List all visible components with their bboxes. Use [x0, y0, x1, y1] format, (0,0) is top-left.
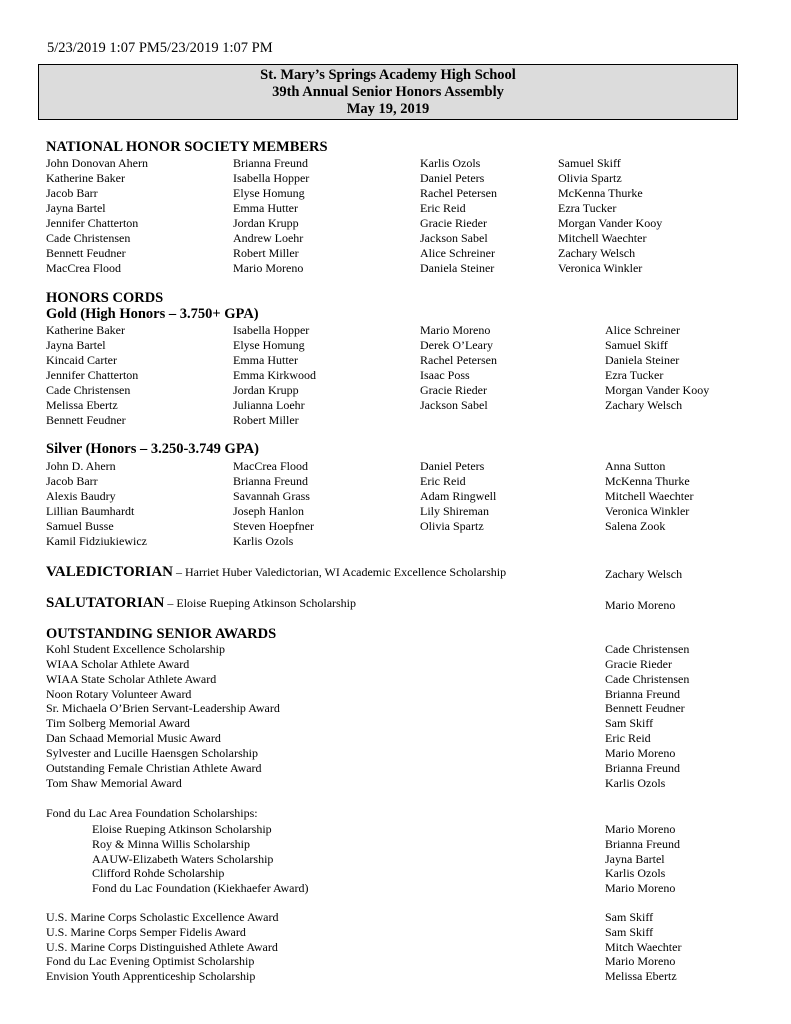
- outstanding-award-name: WIAA State Scholar Athlete Award: [46, 671, 217, 686]
- gold-member-name: Daniela Steiner: [605, 353, 680, 367]
- nhs-member-name: Brianna Freund: [233, 156, 308, 170]
- foundation-award-name: Clifford Rohde Scholarship: [92, 866, 225, 881]
- gold-member-column: [420, 323, 497, 413]
- nhs-member-name: Jackson Sabel: [420, 231, 488, 245]
- other-recipient: Sam Skiff: [605, 910, 654, 924]
- silver-member-name: Savannah Grass: [233, 489, 310, 503]
- outstanding-award-name: Tom Shaw Memorial Award: [46, 775, 182, 790]
- foundation-recipient: Brianna Freund: [605, 836, 680, 851]
- nhs-member-column: [558, 156, 662, 276]
- outstanding-heading: OUTSTANDING SENIOR AWARDS: [46, 626, 277, 642]
- gold-member-name: Rachel Petersen: [420, 353, 497, 367]
- gold-member-column: [605, 323, 709, 413]
- other-award-name: U.S. Marine Corps Distinguished Athlete Award: [46, 939, 278, 954]
- other-recipient: Sam Skiff: [605, 924, 654, 939]
- gold-member-name: Emma Kirkwood: [233, 368, 316, 382]
- silver-heading: Silver (Honors – 3.250-3.749 GPA): [46, 441, 259, 457]
- other-recipient: Mario Moreno: [605, 954, 676, 969]
- silver-member-name: Lillian Baumhardt: [46, 504, 135, 518]
- valedictorian-recipient: Zachary Welsch: [605, 567, 683, 581]
- silver-member-name: Eric Reid: [420, 474, 466, 488]
- outstanding-recipient: Gracie Rieder: [605, 656, 672, 671]
- silver-member-name: McKenna Thurke: [605, 474, 690, 488]
- foundation-award-name: Eloise Rueping Atkinson Scholarship: [92, 822, 272, 836]
- silver-member-name: Daniel Peters: [420, 459, 485, 473]
- gold-member-column: [233, 323, 316, 428]
- nhs-member-name: Veronica Winkler: [558, 261, 643, 275]
- gold-heading: Gold (High Honors – 3.750+ GPA): [46, 306, 259, 322]
- nhs-member-name: Alice Schreiner: [420, 246, 495, 260]
- outstanding-recipient: Sam Skiff: [605, 716, 654, 731]
- nhs-member-name: Gracie Rieder: [420, 216, 487, 230]
- gold-member-name: Ezra Tucker: [605, 368, 664, 382]
- valedictorian-title: VALEDICTORIAN: [46, 564, 173, 580]
- nhs-member-name: Jennifer Chatterton: [46, 216, 139, 230]
- nhs-member-name: Mitchell Waechter: [558, 231, 647, 245]
- honors-cords-heading: HONORS CORDS: [46, 290, 164, 306]
- nhs-member-name: Rachel Petersen: [420, 186, 497, 200]
- foundation-award-name: AAUW-Elizabeth Waters Scholarship: [92, 851, 274, 866]
- silver-member-name: Adam Ringwell: [420, 489, 497, 503]
- other-award-name: Fond du Lac Evening Optimist Scholarship: [46, 954, 255, 969]
- other-award-name: U.S. Marine Corps Scholastic Excellence Award: [46, 910, 279, 924]
- foundation-award-name: Fond du Lac Foundation (Kiekhaefer Award): [92, 881, 309, 896]
- nhs-member-name: Elyse Homung: [233, 186, 305, 200]
- valedictorian-award: – Harriet Huber Valedictorian, WI Academic Excellence Scholarship: [172, 565, 507, 579]
- gold-member-name: Katherine Baker: [46, 323, 125, 337]
- gold-member-column: [46, 323, 138, 428]
- nhs-member-name: MacCrea Flood: [46, 261, 121, 275]
- nhs-member-name: Olivia Spartz: [558, 171, 622, 185]
- nhs-member-name: John Donovan Ahern: [46, 156, 148, 170]
- nhs-member-name: Eric Reid: [420, 201, 466, 215]
- foundation-heading: Fond du Lac Area Foundation Scholarships:: [46, 806, 258, 820]
- nhs-member-name: Isabella Hopper: [233, 171, 310, 185]
- nhs-member-name: Jayna Bartel: [46, 201, 106, 215]
- outstanding-award-name: Dan Schaad Memorial Music Award: [46, 731, 221, 746]
- outstanding-recipient: Karlis Ozols: [605, 775, 666, 790]
- foundation-recipient: Jayna Bartel: [605, 851, 665, 866]
- silver-member-name: Samuel Busse: [46, 519, 114, 533]
- nhs-member-name: Robert Miller: [233, 246, 299, 260]
- silver-member-name: Salena Zook: [605, 519, 666, 533]
- nhs-member-name: Bennett Feudner: [46, 246, 126, 260]
- gold-member-name: Isabella Hopper: [233, 323, 310, 337]
- salutatorian-award: – Eloise Rueping Atkinson Scholarship: [164, 596, 357, 610]
- salutatorian-recipient: Mario Moreno: [605, 598, 676, 612]
- nhs-member-name: Jordan Krupp: [233, 216, 299, 230]
- outstanding-recipient: Cade Christensen: [605, 642, 690, 656]
- outstanding-award-name: Sr. Michaela O’Brien Servant-Leadership Award: [46, 701, 280, 716]
- outstanding-award-name: Outstanding Female Christian Athlete Award: [46, 760, 262, 775]
- gold-member-name: Zachary Welsch: [605, 398, 683, 412]
- silver-member-column: [605, 459, 693, 534]
- other-recipient: Mitch Waechter: [605, 939, 682, 954]
- gold-member-name: Morgan Vander Kooy: [605, 383, 710, 397]
- outstanding-recipient: Brianna Freund: [605, 760, 680, 775]
- outstanding-recipient: Bennett Feudner: [605, 701, 685, 716]
- silver-member-name: Veronica Winkler: [605, 504, 690, 518]
- silver-member-name: Anna Sutton: [605, 459, 666, 473]
- gold-member-name: Mario Moreno: [420, 323, 491, 337]
- nhs-member-name: Mario Moreno: [233, 261, 304, 275]
- nhs-member-name: Andrew Loehr: [233, 231, 304, 245]
- other-award-name: Envision Youth Apprenticeship Scholarship: [46, 969, 256, 984]
- event-title: 39th Annual Senior Honors Assembly: [272, 84, 504, 100]
- print-datestamp: 5/23/2019 1:07 PM5/23/2019 1:07 PM: [47, 40, 273, 56]
- outstanding-award-name: WIAA Scholar Athlete Award: [46, 656, 190, 671]
- gold-member-name: Jayna Bartel: [46, 338, 106, 352]
- outstanding-award-name: Sylvester and Lucille Haensgen Scholarship: [46, 745, 258, 760]
- gold-member-name: Isaac Poss: [420, 368, 470, 382]
- gold-member-name: Emma Hutter: [233, 353, 298, 367]
- silver-member-name: Alexis Baudry: [46, 489, 116, 503]
- silver-member-name: Jacob Barr: [46, 474, 98, 488]
- silver-member-name: Joseph Hanlon: [233, 504, 304, 518]
- gold-member-name: Kincaid Carter: [46, 353, 117, 367]
- outstanding-recipient: Eric Reid: [605, 731, 651, 746]
- gold-member-name: Jordan Krupp: [233, 383, 299, 397]
- gold-member-name: Robert Miller: [233, 413, 299, 427]
- nhs-member-name: Emma Hutter: [233, 201, 298, 215]
- gold-member-name: Jackson Sabel: [420, 398, 488, 412]
- valedictorian-line: [46, 564, 506, 581]
- gold-member-name: Julianna Loehr: [233, 398, 305, 412]
- foundation-award-name: Roy & Minna Willis Scholarship: [92, 836, 250, 851]
- silver-member-name: Olivia Spartz: [420, 519, 484, 533]
- nhs-member-name: McKenna Thurke: [558, 186, 643, 200]
- outstanding-award-name: Kohl Student Excellence Scholarship: [46, 642, 225, 656]
- foundation-recipient: Mario Moreno: [605, 822, 676, 836]
- gold-member-name: Cade Christensen: [46, 383, 131, 397]
- nhs-member-column: [46, 156, 148, 276]
- outstanding-recipient: Brianna Freund: [605, 686, 680, 701]
- foundation-recipient: Karlis Ozols: [605, 866, 666, 881]
- nhs-member-column: [233, 156, 309, 276]
- gold-member-name: Melissa Ebertz: [46, 398, 118, 412]
- gold-member-name: Samuel Skiff: [605, 338, 668, 352]
- school-name: St. Mary’s Springs Academy High School: [260, 67, 516, 83]
- foundation-recipient: Mario Moreno: [605, 881, 676, 896]
- nhs-member-name: Samuel Skiff: [558, 156, 621, 170]
- nhs-member-name: Karlis Ozols: [420, 156, 481, 170]
- event-date: May 19, 2019: [346, 101, 430, 117]
- nhs-member-name: Daniela Steiner: [420, 261, 495, 275]
- nhs-heading: NATIONAL HONOR SOCIETY MEMBERS: [46, 139, 328, 155]
- silver-member-name: Brianna Freund: [233, 474, 308, 488]
- gold-member-name: Derek O’Leary: [420, 338, 493, 352]
- silver-member-name: John D. Ahern: [46, 459, 116, 473]
- gold-member-name: Elyse Homung: [233, 338, 305, 352]
- nhs-member-column: [420, 156, 497, 276]
- silver-member-name: Steven Hoepfner: [233, 519, 314, 533]
- outstanding-award-name: Noon Rotary Volunteer Award: [46, 686, 192, 701]
- nhs-member-name: Jacob Barr: [46, 186, 98, 200]
- other-award-name: U.S. Marine Corps Semper Fidelis Award: [46, 924, 246, 939]
- nhs-member-name: Cade Christensen: [46, 231, 131, 245]
- outstanding-award-name: Tim Solberg Memorial Award: [46, 716, 190, 731]
- gold-member-name: Jennifer Chatterton: [46, 368, 139, 382]
- silver-member-name: Kamil Fidziukiewicz: [46, 534, 147, 548]
- nhs-member-name: Daniel Peters: [420, 171, 485, 185]
- nhs-member-name: Zachary Welsch: [558, 246, 636, 260]
- title-box: [38, 64, 738, 120]
- silver-member-column: [420, 459, 496, 534]
- gold-member-name: Alice Schreiner: [605, 323, 680, 337]
- salutatorian-line: [46, 595, 356, 612]
- silver-member-column: [233, 459, 314, 549]
- silver-member-name: Lily Shireman: [420, 504, 489, 518]
- outstanding-recipient: Mario Moreno: [605, 745, 676, 760]
- nhs-member-name: Morgan Vander Kooy: [558, 216, 663, 230]
- nhs-member-name: Ezra Tucker: [558, 201, 617, 215]
- nhs-member-name: Katherine Baker: [46, 171, 125, 185]
- gold-member-name: Bennett Feudner: [46, 413, 126, 427]
- gold-member-name: Gracie Rieder: [420, 383, 487, 397]
- silver-member-name: MacCrea Flood: [233, 459, 308, 473]
- other-recipient: Melissa Ebertz: [605, 969, 677, 984]
- salutatorian-title: SALUTATORIAN: [46, 595, 165, 611]
- outstanding-recipient: Cade Christensen: [605, 671, 690, 686]
- silver-member-column: [46, 459, 147, 549]
- silver-member-name: Karlis Ozols: [233, 534, 294, 548]
- silver-member-name: Mitchell Waechter: [605, 489, 694, 503]
